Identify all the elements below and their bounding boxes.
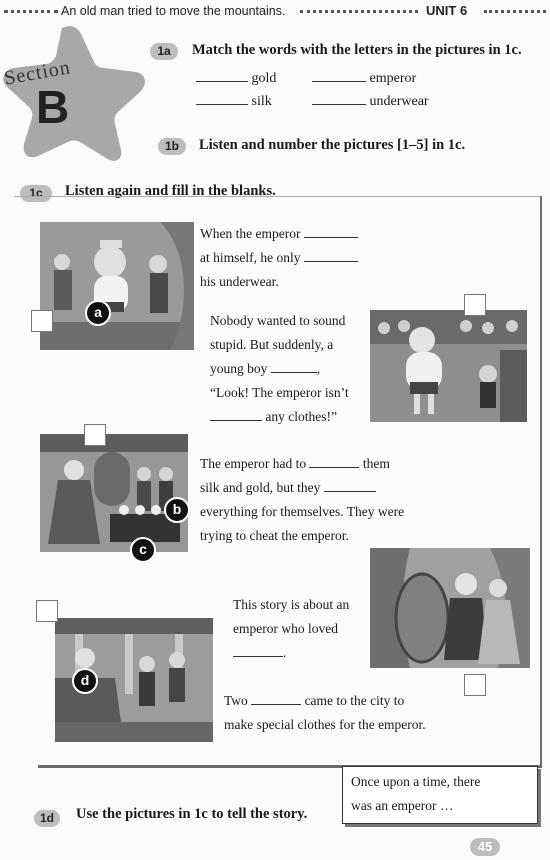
word-emperor-row: [312, 71, 416, 87]
number-box-2[interactable]: [464, 294, 486, 316]
p4-line-c: .: [283, 645, 287, 660]
passage-3: [200, 452, 404, 548]
picture-emperor-underwear: [40, 222, 194, 350]
star-shape-icon: [0, 22, 150, 162]
blank-gold[interactable]: [196, 81, 248, 82]
word-silk-row: [196, 94, 272, 110]
p2-line-d: “Look! The emperor isn’t: [210, 385, 349, 400]
story-starter-line-1: Once upon a time, there: [351, 774, 481, 789]
p2-line-b: stupid. But suddenly, a: [210, 337, 334, 352]
section-star: [0, 22, 150, 162]
word-gold-row: [196, 71, 276, 87]
illustration-icon: [40, 434, 188, 552]
header-dots-left: [4, 10, 58, 19]
instruction-1b: Listen and number the pictures [1–5] in 1c.: [199, 137, 466, 153]
blank-p2-2[interactable]: [210, 420, 262, 421]
blank-p4-1[interactable]: [233, 656, 283, 657]
p3-line-d: trying to cheat the emperor.: [200, 528, 349, 543]
instruction-1c: Listen again and fill in the blanks.: [65, 183, 276, 199]
p1-line-a: When the emperor: [200, 226, 301, 241]
p5-line-a1: Two: [224, 693, 248, 708]
p3-line-b1: silk and gold, but they: [200, 480, 321, 495]
letter-a: a: [85, 300, 111, 326]
p1-line-c: his underwear.: [200, 274, 279, 289]
badge-1b: 1b: [158, 138, 186, 155]
passage-4: [233, 593, 349, 665]
instruction-1a: Match the words with the letters in the pictures in 1c.: [192, 42, 522, 58]
passage-2: [210, 309, 349, 429]
number-box-1[interactable]: [31, 310, 53, 332]
frame-right: [540, 196, 542, 768]
header-dots-mid: [300, 10, 418, 19]
p1-line-b: at himself, he only: [200, 250, 301, 265]
word-gold: gold: [251, 71, 277, 86]
blank-p1-2[interactable]: [304, 261, 358, 262]
badge-1a: 1a: [150, 43, 178, 60]
passage-1: [200, 222, 358, 294]
letter-b: b: [164, 497, 190, 523]
unit-title: An old man tried to move the mountains.: [61, 4, 286, 18]
word-underwear: underwear: [369, 94, 429, 109]
header-dots-right: [484, 10, 546, 19]
p2-line-c1: young boy: [210, 361, 268, 376]
word-silk: silk: [251, 94, 272, 109]
number-box-5[interactable]: [36, 600, 58, 622]
p2-line-e: any clothes!”: [265, 409, 337, 424]
blank-underwear[interactable]: [312, 104, 366, 105]
p5-line-a2: came to the city to: [304, 693, 405, 708]
blank-emperor[interactable]: [312, 81, 366, 82]
picture-weavers: [40, 434, 188, 552]
frame-top-dash: [14, 196, 540, 197]
p2-line-c2: ,: [316, 361, 321, 376]
blank-p3-1[interactable]: [309, 467, 359, 468]
p3-line-a1: The emperor had to: [200, 456, 307, 471]
blank-p3-2[interactable]: [324, 491, 376, 492]
story-starter-line-2: was an emperor …: [351, 798, 454, 813]
blank-p5-1[interactable]: [251, 704, 301, 705]
blank-p2-1[interactable]: [271, 372, 317, 373]
picture-parade: [370, 310, 527, 422]
illustration-icon: [370, 548, 530, 668]
number-box-4[interactable]: [464, 674, 486, 696]
unit-label: UNIT 6: [426, 3, 468, 18]
passage-5: [224, 689, 426, 737]
section-label: Section: [2, 56, 73, 90]
word-emperor: emperor: [369, 71, 417, 86]
letter-d: d: [72, 668, 98, 694]
illustration-icon: [370, 310, 527, 422]
blank-silk[interactable]: [196, 104, 248, 105]
illustration-icon: [40, 222, 194, 350]
picture-emperor-clothes: [370, 548, 530, 668]
number-box-3[interactable]: [84, 424, 106, 446]
p4-line-a: This story is about an: [233, 597, 350, 612]
section-letter: B: [36, 81, 70, 133]
p2-line-a: Nobody wanted to sound: [210, 313, 346, 328]
p3-line-c: everything for themselves. They were: [200, 504, 405, 519]
letter-c: c: [130, 537, 156, 563]
word-underwear-row: [312, 94, 429, 110]
badge-1d: 1d: [34, 810, 60, 827]
p4-line-b: emperor who loved: [233, 621, 338, 636]
instruction-1d: Use the pictures in 1c to tell the story.: [76, 806, 308, 822]
p3-line-a2: them: [362, 456, 390, 471]
blank-p1-1[interactable]: [304, 237, 358, 238]
page-number: 45: [470, 838, 500, 856]
story-starter-box: [342, 766, 538, 824]
p5-line-b: make special clothes for the emperor.: [224, 717, 426, 732]
badge-1c: 1c: [20, 185, 52, 202]
